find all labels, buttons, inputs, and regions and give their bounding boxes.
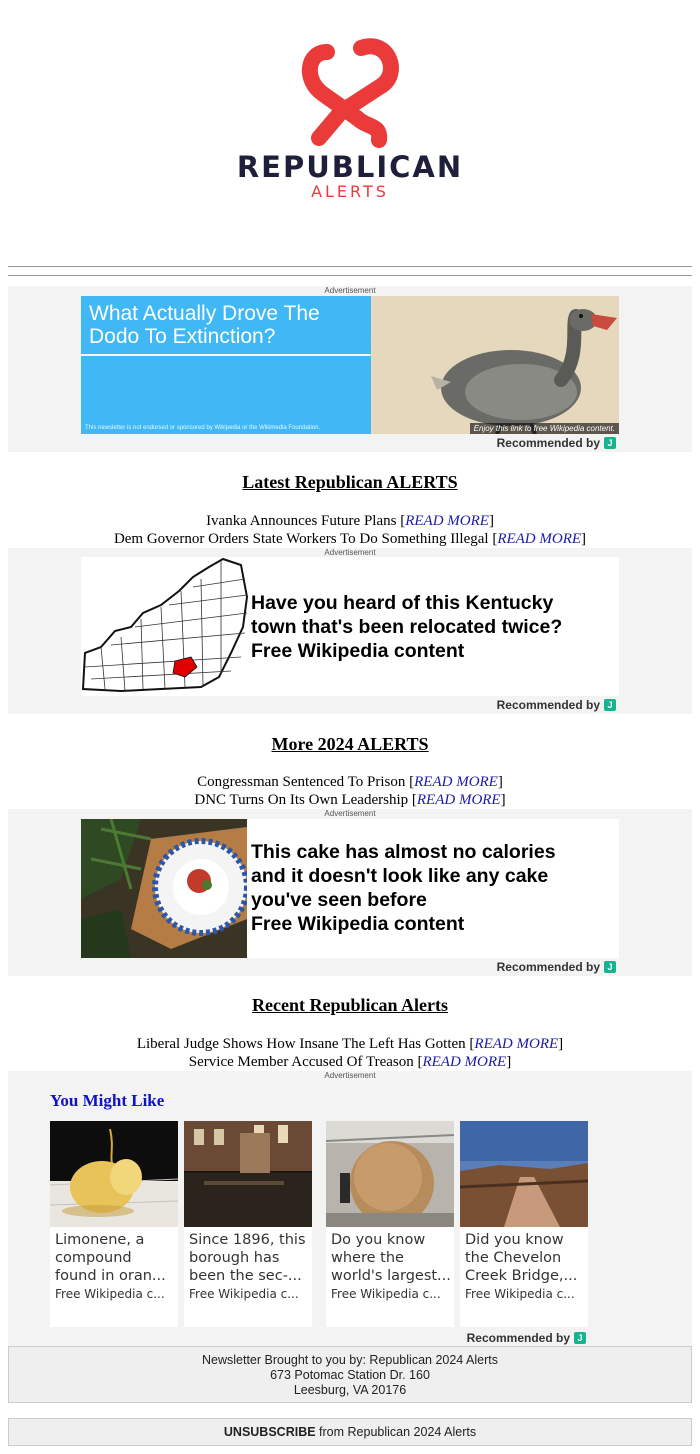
card-title bbox=[189, 1231, 309, 1285]
card-title-line: Do you know bbox=[331, 1232, 426, 1248]
jeeng-badge-icon: J bbox=[604, 437, 616, 449]
alert-item-text: Dem Governor Orders State Workers To Do Something Illegal bbox=[113, 531, 489, 547]
alert-item-text: DNC Turns On Its Own Leadership bbox=[194, 792, 409, 808]
unsubscribe-suffix: from Republican 2024 Alerts bbox=[315, 1425, 477, 1439]
footer-street: 673 Potomac Station Dr. 160 bbox=[270, 1368, 430, 1382]
kentucky-map-icon bbox=[81, 557, 249, 696]
ad-headline-line: town that's been relocated twice? bbox=[251, 616, 563, 638]
ad-block-3 bbox=[8, 809, 692, 976]
brand-logo-icon bbox=[297, 28, 407, 152]
alert-item: DNC Turns On Its Own Leadership [READ MORE] bbox=[194, 792, 506, 808]
recommendation-card[interactable] bbox=[326, 1121, 454, 1327]
ad-dodo-underline bbox=[81, 354, 375, 356]
alert-item-text: Congressman Sentenced To Prison bbox=[197, 774, 406, 790]
alert-item: Ivanka Announces Future Plans [READ MORE] bbox=[206, 513, 494, 529]
card-title-line: been the sec-... bbox=[189, 1268, 302, 1284]
card-image bbox=[184, 1121, 312, 1227]
card-image bbox=[50, 1121, 178, 1227]
card-title-line: Since 1896, this bbox=[189, 1232, 306, 1248]
recommended-by-label: Recommended by bbox=[496, 960, 600, 974]
ad-headline-line: Have you heard of this Kentucky bbox=[251, 592, 554, 614]
limonene-image-icon bbox=[50, 1121, 178, 1227]
bridge-image-icon bbox=[460, 1121, 588, 1227]
read-more-link[interactable]: READ MORE bbox=[414, 774, 498, 790]
card-source: Free Wikipedia c... bbox=[331, 1287, 441, 1301]
ad-label: Advertisement bbox=[324, 286, 376, 295]
recommended-by-label: Recommended by bbox=[466, 1331, 570, 1345]
card-source: Free Wikipedia c... bbox=[189, 1287, 299, 1301]
ad-cake-banner[interactable] bbox=[81, 819, 619, 958]
alert-item: Dem Governor Orders State Workers To Do Something Illegal [READ MORE] bbox=[113, 531, 587, 547]
ad-label: Advertisement bbox=[324, 1071, 376, 1080]
unsubscribe-bar bbox=[8, 1418, 692, 1446]
recommendation-card[interactable] bbox=[460, 1121, 588, 1327]
card-title-line: borough has bbox=[189, 1250, 280, 1266]
ad-cake-headline bbox=[251, 840, 556, 936]
jeeng-badge-icon: J bbox=[604, 961, 616, 973]
alert-item: Liberal Judge Shows How Insane The Left Has Gotten [READ MORE] bbox=[136, 1036, 564, 1052]
alert-item-text: Service Member Accused Of Treason bbox=[188, 1054, 414, 1070]
recommended-by[interactable] bbox=[497, 960, 616, 974]
ad-block-2 bbox=[8, 548, 692, 714]
recommended-by[interactable] bbox=[497, 436, 616, 450]
ad-headline-line: Free Wikipedia content bbox=[251, 640, 465, 662]
ad-dodo-image bbox=[371, 296, 619, 434]
section-title-latest: Latest Republican ALERTS bbox=[242, 472, 458, 492]
read-more-link[interactable]: READ MORE bbox=[405, 513, 489, 529]
ad-headline-line: you've seen before bbox=[251, 889, 427, 911]
card-title-line: Limonene, a bbox=[55, 1232, 145, 1248]
recommended-by[interactable] bbox=[467, 1331, 586, 1345]
card-title-line: where the bbox=[331, 1250, 404, 1266]
card-title-line: Did you know bbox=[465, 1232, 564, 1248]
alert-item-text: Ivanka Announces Future Plans bbox=[206, 513, 397, 529]
ad-block-1 bbox=[8, 286, 692, 452]
ad-dodo-caption: Enjoy this link to free Wikipedia content. bbox=[470, 423, 619, 434]
read-more-link[interactable]: READ MORE bbox=[497, 531, 582, 547]
recommended-by[interactable] bbox=[497, 698, 616, 712]
ad-label: Advertisement bbox=[324, 809, 376, 818]
footer-sender: Newsletter Brought to you by: Republican 2024 Alerts bbox=[201, 1353, 498, 1367]
jeeng-badge-icon: J bbox=[574, 1332, 586, 1344]
footer-address bbox=[8, 1346, 692, 1403]
alert-item: Service Member Accused Of Treason [READ MORE] bbox=[188, 1054, 512, 1070]
read-more-link[interactable]: READ MORE bbox=[416, 792, 501, 808]
card-source: Free Wikipedia c... bbox=[55, 1287, 165, 1301]
card-title-line: found in oran... bbox=[55, 1268, 166, 1284]
card-title bbox=[331, 1231, 451, 1285]
ad-label: Advertisement bbox=[324, 548, 376, 557]
you-might-like-title: You Might Like bbox=[50, 1091, 165, 1110]
ad-kentucky-banner[interactable] bbox=[81, 557, 619, 696]
card-title-line: world's largest... bbox=[331, 1268, 451, 1284]
ad-headline-line: and it doesn't look like any cake bbox=[251, 865, 549, 887]
recommendation-card[interactable] bbox=[184, 1121, 312, 1327]
ad-dodo-headline: What Actually Drove The Dodo To Extinction? bbox=[89, 302, 320, 348]
ad-headline-line: Free Wikipedia content bbox=[251, 913, 465, 935]
alert-item-text: Liberal Judge Shows How Insane The Left Has Gotten bbox=[136, 1036, 466, 1052]
header-logo bbox=[0, 0, 700, 250]
divider bbox=[8, 275, 692, 276]
section-title-more: More 2024 ALERTS bbox=[271, 734, 429, 754]
ad-dodo-banner[interactable] bbox=[81, 296, 619, 434]
card-title-line: compound bbox=[55, 1250, 132, 1266]
jeeng-badge-icon: J bbox=[604, 699, 616, 711]
read-more-link[interactable]: READ MORE bbox=[422, 1054, 507, 1070]
ad-kentucky-headline bbox=[251, 591, 562, 663]
ad-headline-line: This cake has almost no calories bbox=[251, 841, 556, 863]
brand-name-primary: REPUBLICAN bbox=[236, 150, 464, 184]
recommended-by-label: Recommended by bbox=[496, 436, 600, 450]
card-title-line: the Chevelon bbox=[465, 1250, 562, 1266]
card-image bbox=[326, 1121, 454, 1227]
unsubscribe-link[interactable]: UNSUBSCRIBE bbox=[223, 1425, 316, 1439]
ad-dodo-text-panel bbox=[81, 296, 381, 434]
read-more-link[interactable]: READ MORE bbox=[474, 1036, 559, 1052]
recommended-by-label: Recommended by bbox=[496, 698, 600, 712]
largest-ball-image-icon bbox=[326, 1121, 454, 1227]
cake-plate-icon bbox=[81, 819, 247, 958]
card-title bbox=[465, 1231, 585, 1285]
alert-item: Congressman Sentenced To Prison [READ MORE] bbox=[197, 774, 503, 790]
recommendation-card[interactable] bbox=[50, 1121, 178, 1327]
card-source: Free Wikipedia c... bbox=[465, 1287, 575, 1301]
card-image bbox=[460, 1121, 588, 1227]
divider bbox=[8, 266, 692, 267]
ad-dodo-fine-print: This newsletter is not endorsed or sponsored by Wikipedia or the Wikimedia Foundation. bbox=[85, 425, 321, 431]
card-title bbox=[55, 1231, 175, 1285]
card-title-line: Creek Bridge,... bbox=[465, 1268, 578, 1284]
section-title-recent: Recent Republican Alerts bbox=[252, 995, 448, 1015]
borough-image-icon bbox=[184, 1121, 312, 1227]
you-might-like-block bbox=[8, 1071, 692, 1347]
brand-name-secondary: ALERTS bbox=[311, 182, 389, 201]
dodo-bird-icon bbox=[371, 296, 619, 434]
footer-city: Leesburg, VA 20176 bbox=[293, 1383, 407, 1397]
